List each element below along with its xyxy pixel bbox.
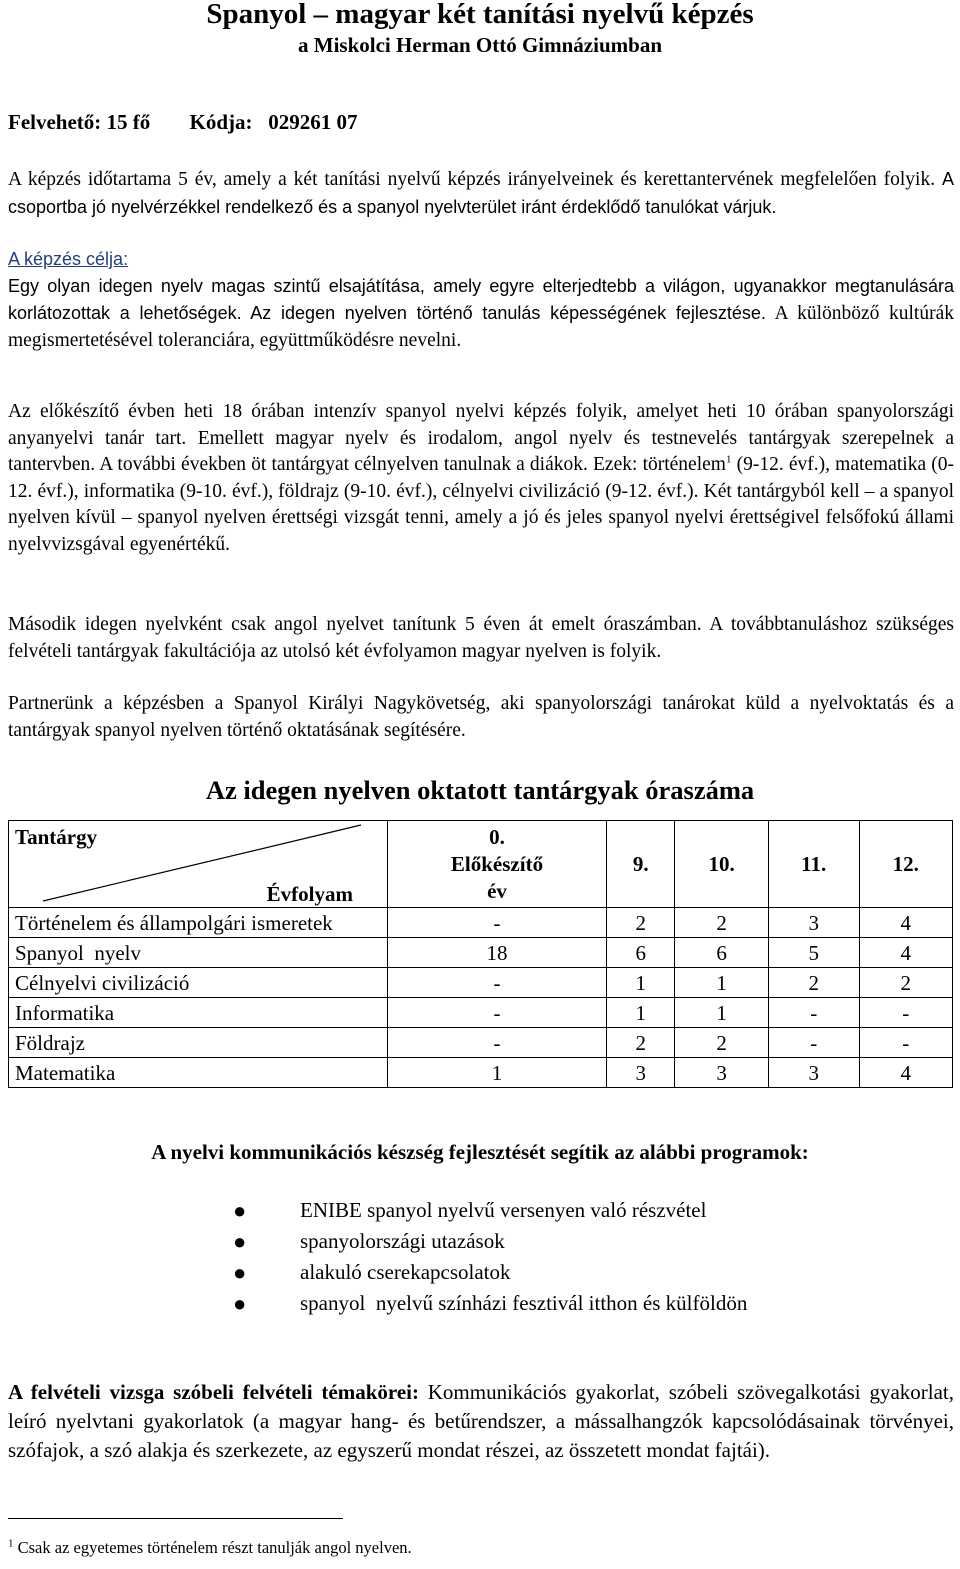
bullet-icon: ● — [233, 1229, 247, 1254]
goal-text-b: A különböző kultúrák megismertetésével toleranciára, együttműködésre nevelni. — [8, 303, 954, 351]
hours-cell: - — [388, 998, 607, 1028]
hours-cell: 1 — [607, 968, 675, 998]
hours-cell: 3 — [607, 1058, 675, 1088]
corner-cell — [9, 821, 388, 908]
exam-paragraph — [8, 1378, 954, 1465]
subject-cell: Matematika — [9, 1058, 388, 1088]
grade-header: 11. — [768, 821, 859, 908]
footnote — [8, 1538, 412, 1558]
hours-cell: 2 — [859, 968, 952, 998]
footnote-divider — [8, 1518, 343, 1519]
hours-table — [8, 820, 953, 1088]
prep-year-line2: Előkészítő — [450, 851, 544, 876]
table-row — [9, 938, 953, 968]
hours-cell: 1 — [607, 998, 675, 1028]
goal-heading: A képzés célja: — [8, 249, 129, 269]
program-label: spanyolországi utazások — [300, 1229, 505, 1253]
bullet-icon: ● — [233, 1291, 247, 1316]
curriculum-text-a: Az előkészítő évben heti 18 órában intenzív spanyol nyelvi képzés folyik, amelyet heti 10 órában spanyolországi anyanyelvi tanár tart. Emellett magyar nyelv és irodalom, angol nyelv és testnevelés tantárgyak szerepelnek a tantervben. A további években öt tantárgyat célnyelven tanulnak a diákok. Ezek: történelem — [8, 401, 954, 475]
hours-cell: 3 — [768, 908, 859, 938]
hours-cell: 2 — [768, 968, 859, 998]
exam-text: Kommunikációs gyakorlat, szóbeli szövegalkotási gyakorlat, leíró nyelvtani gyakorlatok (a magyar hang- és betűrendszer, a mássalhangzók kapcsolódásainak törvényei, szófajok, a szó alakja és szerkezete, az egyszerű mondat részei, az összetett mondat fajtái). — [8, 1380, 954, 1462]
admission-line — [8, 110, 392, 135]
table-title: Az idegen nyelven oktatott tantárgyak óraszáma — [205, 775, 755, 805]
hours-cell: 6 — [675, 938, 768, 968]
hours-cell: 5 — [768, 938, 859, 968]
hours-cell: - — [388, 968, 607, 998]
list-item — [8, 1195, 747, 1226]
programs-list — [8, 1195, 747, 1319]
prep-year-header — [388, 821, 607, 908]
hours-cell: 2 — [607, 1028, 675, 1058]
hours-cell: 1 — [388, 1058, 607, 1088]
capacity-label: Felvehető: 15 fő — [8, 110, 151, 134]
prep-year-line1: 0. — [489, 824, 505, 849]
program-label: alakuló cserekapcsolatok — [300, 1260, 511, 1284]
table-row — [9, 1058, 953, 1088]
hours-cell: 2 — [675, 908, 768, 938]
subject-cell: Földrajz — [9, 1028, 388, 1058]
subject-cell: Történelem és állampolgári ismeretek — [9, 908, 388, 938]
table-header-row — [9, 821, 953, 908]
list-item — [8, 1226, 747, 1257]
subject-cell: Informatika — [9, 998, 388, 1028]
hours-cell: 4 — [859, 938, 952, 968]
hours-cell: 3 — [675, 1058, 768, 1088]
hours-cell: - — [388, 908, 607, 938]
partner-paragraph: Partnerünk a képzésben a Spanyol Királyi Nagykövetség, aki spanyolországi tanárokat küld a nyelvoktatás és a tantárgyak spanyol nyelven történő oktatásának segítésére. — [8, 693, 954, 741]
list-item — [8, 1288, 747, 1319]
hours-cell: 18 — [388, 938, 607, 968]
program-label: spanyol nyelvű színházi fesztivál itthon és külföldön — [300, 1291, 748, 1315]
hours-cell: - — [768, 1028, 859, 1058]
grade-header: 10. — [675, 821, 768, 908]
program-label: ENIBE spanyol nyelvű versenyen való részvétel — [300, 1198, 707, 1222]
goal-text-a: Egy olyan idegen nyelv magas szintű elsajátítása, amely egyre elterjedtebb a világon, ugyanakkor megtanulására korlátozottak a lehetőségek. Az idegen nyelven történő tanulás képességének fejlesztése. — [8, 275, 954, 323]
list-item — [8, 1257, 747, 1288]
hours-cell: - — [859, 998, 952, 1028]
programs-title: A nyelvi kommunikációs készség fejlesztését segítik az alábbi programok: — [151, 1140, 809, 1164]
goal-section — [8, 246, 954, 354]
footnote-ref: 1 — [725, 453, 732, 466]
hours-cell: 6 — [607, 938, 675, 968]
curriculum-paragraph — [8, 399, 954, 558]
hours-cell: - — [768, 998, 859, 1028]
hours-cell: 2 — [675, 1028, 768, 1058]
corner-subject-label: Tantárgy — [15, 825, 98, 849]
table-row — [9, 1028, 953, 1058]
hours-cell: - — [388, 1028, 607, 1058]
hours-cell: 1 — [675, 998, 768, 1028]
subject-cell: Célnyelvi civilizáció — [9, 968, 388, 998]
hours-cell: 4 — [859, 1058, 952, 1088]
intro-text-a: A képzés időtartama 5 év, amely a két tanítási nyelvű képzés irányelveinek és kerettantervének megfelelően folyik. — [8, 169, 936, 190]
hours-cell: 3 — [768, 1058, 859, 1088]
subject-cell: Spanyol nyelv — [9, 938, 388, 968]
intro-paragraph — [8, 166, 954, 221]
hours-cell: - — [859, 1028, 952, 1058]
bullet-icon: ● — [233, 1198, 247, 1223]
hours-cell: 4 — [859, 908, 952, 938]
page-title: Spanyol – magyar két tanítási nyelvű képzés — [206, 0, 754, 30]
hours-cell: 1 — [675, 968, 768, 998]
curriculum-text-b: (9-12. évf.), matematika (0-12. évf.), informatika (9-10. évf.), földrajz (9-10. évf.), célnyelvi civilizáció (9-12. évf.). Két tantárgyból kell – a spanyol nyelven kívül – spanyol nyelven érettségi vizsgát tenni, amely a jó és jeles spanyol nyelvi érettségivel felsőfokú állami nyelvvizsgával egyenértékű. — [8, 454, 954, 555]
intro-text-b: A csoportba jó nyelvérzékkel rendelkező és a spanyol nyelvterület iránt érdeklődő tanulókat várjuk. — [8, 169, 955, 217]
page-subtitle: a Miskolci Herman Ottó Gimnáziumban — [298, 33, 662, 57]
corner-grade-label: Évfolyam — [266, 882, 353, 906]
bullet-icon: ● — [233, 1260, 247, 1285]
second-language-paragraph: Második idegen nyelvként csak angol nyelvet tanítunk 5 éven át emelt óraszámban. A továbbtanuláshoz szükséges felvételi tantárgyak fakultációja az utolsó két évfolyamon magyar nyelven is folyik. — [8, 614, 954, 662]
footnote-mark: 1 — [8, 1537, 14, 1550]
program-code: Kódja: 029261 07 — [189, 110, 358, 134]
grade-header: 9. — [607, 821, 675, 908]
hours-cell: 2 — [607, 908, 675, 938]
prep-year-line3: év — [487, 878, 507, 903]
table-row — [9, 998, 953, 1028]
table-row — [9, 908, 953, 938]
grade-header: 12. — [859, 821, 952, 908]
footnote-text: Csak az egyetemes történelem részt tanulják angol nyelven. — [13, 1538, 412, 1557]
table-row — [9, 968, 953, 998]
exam-heading: A felvételi vizsga szóbeli felvételi témakörei: — [8, 1380, 419, 1404]
